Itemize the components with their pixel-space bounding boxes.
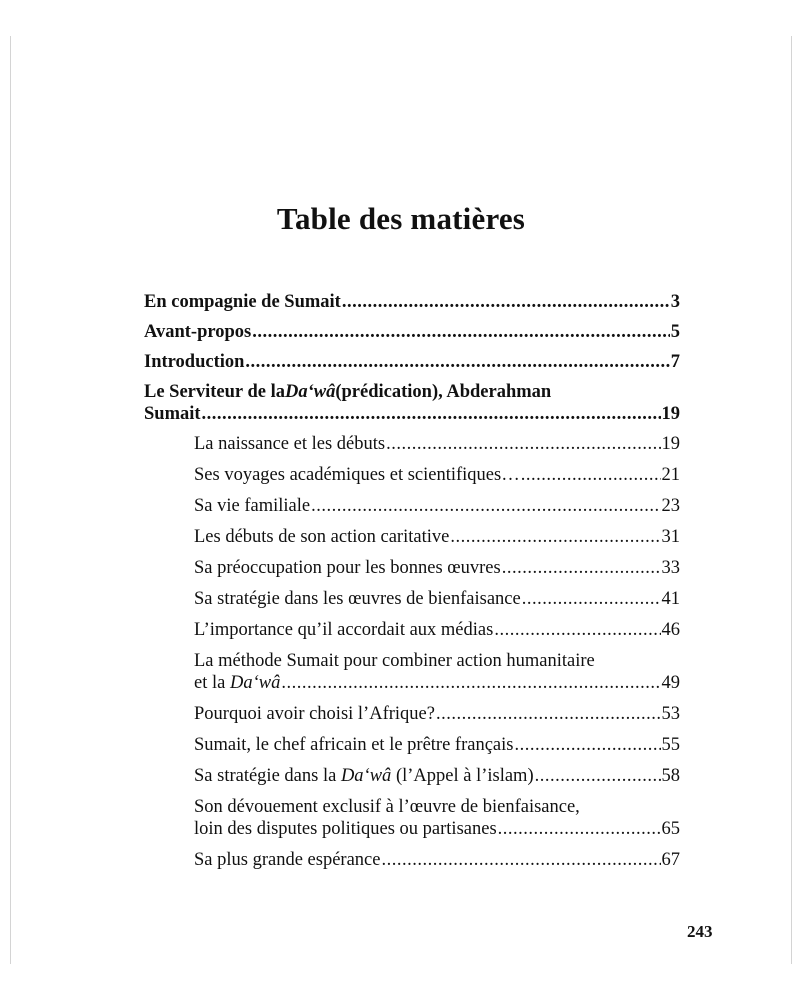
dot-leader bbox=[502, 557, 661, 579]
toc-subentry bbox=[144, 495, 680, 517]
toc-page-number: 31 bbox=[661, 527, 680, 547]
toc-subentry bbox=[144, 557, 680, 579]
toc-entry-title-line1: La méthode Sumait pour combiner action humanitaire bbox=[194, 651, 595, 671]
dot-leader bbox=[202, 403, 661, 425]
toc-entry-title: Les débuts de son action caritative bbox=[194, 527, 450, 547]
toc-subentry bbox=[144, 734, 680, 756]
toc-page-number: 33 bbox=[661, 558, 680, 578]
dot-leader bbox=[386, 433, 660, 455]
dot-leader bbox=[252, 321, 669, 343]
toc-entry-title: Sa stratégie dans les œuvres de bienfaisance bbox=[194, 589, 521, 609]
dot-leader bbox=[535, 765, 661, 787]
toc-page-number: 23 bbox=[661, 496, 680, 516]
dot-leader bbox=[436, 703, 661, 725]
toc-entry-title-italic: Da‘wâ bbox=[229, 673, 281, 693]
toc-subentry bbox=[144, 619, 680, 641]
toc-entry-title-part: Sa stratégie dans la bbox=[194, 766, 341, 786]
toc-entry-title: La naissance et les débuts bbox=[194, 434, 386, 454]
toc-subentry bbox=[144, 765, 680, 787]
toc-entry-title-line2 bbox=[194, 672, 280, 694]
toc-subentry bbox=[144, 433, 680, 455]
dot-leader bbox=[522, 588, 661, 610]
toc-entry-title-italic: Da‘wâ bbox=[340, 766, 392, 786]
toc-subentry bbox=[144, 849, 680, 871]
toc-page-number: 3 bbox=[670, 292, 680, 312]
dot-leader bbox=[514, 734, 660, 756]
toc-page-number: 55 bbox=[661, 735, 680, 755]
toc-entry-title: Sa vie familiale bbox=[194, 496, 311, 516]
toc-entry-title-line1 bbox=[144, 381, 680, 403]
dot-leader bbox=[494, 619, 660, 641]
toc-page-number: 19 bbox=[661, 434, 680, 454]
toc-entry-title: Ses voyages académiques et scientifiques… bbox=[194, 465, 520, 485]
toc-entry-title bbox=[194, 765, 534, 787]
dot-leader bbox=[342, 291, 670, 313]
toc-page-number: 41 bbox=[661, 589, 680, 609]
dot-leader bbox=[311, 495, 660, 517]
dot-leader bbox=[245, 351, 669, 373]
table-of-contents bbox=[144, 291, 680, 880]
toc-entry-title-line2: Sumait bbox=[144, 404, 201, 424]
toc-entry-title: Pourquoi avoir choisi l’Afrique? bbox=[194, 704, 435, 724]
dot-leader bbox=[498, 818, 661, 840]
page-title: Table des matières bbox=[276, 201, 526, 236]
toc-page-number: 46 bbox=[661, 620, 680, 640]
toc-entry bbox=[144, 321, 680, 343]
toc-entry-title: Avant-propos bbox=[144, 322, 252, 342]
toc-entry-title: Sa plus grande espérance bbox=[194, 850, 381, 870]
toc-page-number: 53 bbox=[661, 704, 680, 724]
toc-page-number: 19 bbox=[661, 404, 680, 424]
toc-subentry bbox=[144, 526, 680, 548]
toc-page-number: 49 bbox=[661, 673, 680, 693]
toc-entry-title-line1: Son dévouement exclusif à l’œuvre de bienfaisance, bbox=[194, 797, 580, 817]
toc-page-number: 21 bbox=[661, 465, 680, 485]
toc-entry bbox=[144, 291, 680, 313]
toc-page-number: 7 bbox=[670, 352, 680, 372]
dot-leader bbox=[450, 526, 660, 548]
book-page bbox=[10, 36, 792, 964]
toc-entry-title: Introduction bbox=[144, 352, 245, 372]
toc-entry-title: Sa préoccupation pour les bonnes œuvres bbox=[194, 558, 501, 578]
toc-entry-title: Sumait, le chef africain et le prêtre français bbox=[194, 735, 514, 755]
toc-page-number: 67 bbox=[661, 850, 680, 870]
toc-entry-title-part: et la bbox=[194, 673, 230, 693]
toc-entry-title-part: Le Serviteur de la bbox=[144, 382, 285, 402]
toc-page-number: 5 bbox=[670, 322, 680, 342]
toc-subentry bbox=[144, 588, 680, 610]
toc-entry-title: En compagnie de Sumait bbox=[144, 292, 341, 312]
page-number: 243 bbox=[687, 922, 713, 941]
toc-entry bbox=[144, 381, 680, 425]
toc-subentry bbox=[144, 796, 680, 840]
toc-subentry bbox=[144, 703, 680, 725]
toc-entry bbox=[144, 351, 680, 373]
toc-entry-title: L’importance qu’il accordait aux médias bbox=[194, 620, 494, 640]
toc-entry-title-line2: loin des disputes politiques ou partisanes bbox=[194, 819, 497, 839]
toc-entry-title-part: (l’Appel à l’islam) bbox=[391, 766, 534, 786]
toc-entry-title-part: (prédication), Abderahman bbox=[335, 382, 552, 402]
dot-leader bbox=[381, 849, 660, 871]
dot-leader bbox=[521, 464, 661, 486]
toc-entry-title-italic: Da‘wâ bbox=[284, 382, 336, 402]
toc-subentry bbox=[144, 650, 680, 694]
toc-page-number: 65 bbox=[661, 819, 680, 839]
toc-page-number: 58 bbox=[661, 766, 680, 786]
toc-subentry bbox=[144, 464, 680, 486]
dot-leader bbox=[281, 672, 660, 694]
